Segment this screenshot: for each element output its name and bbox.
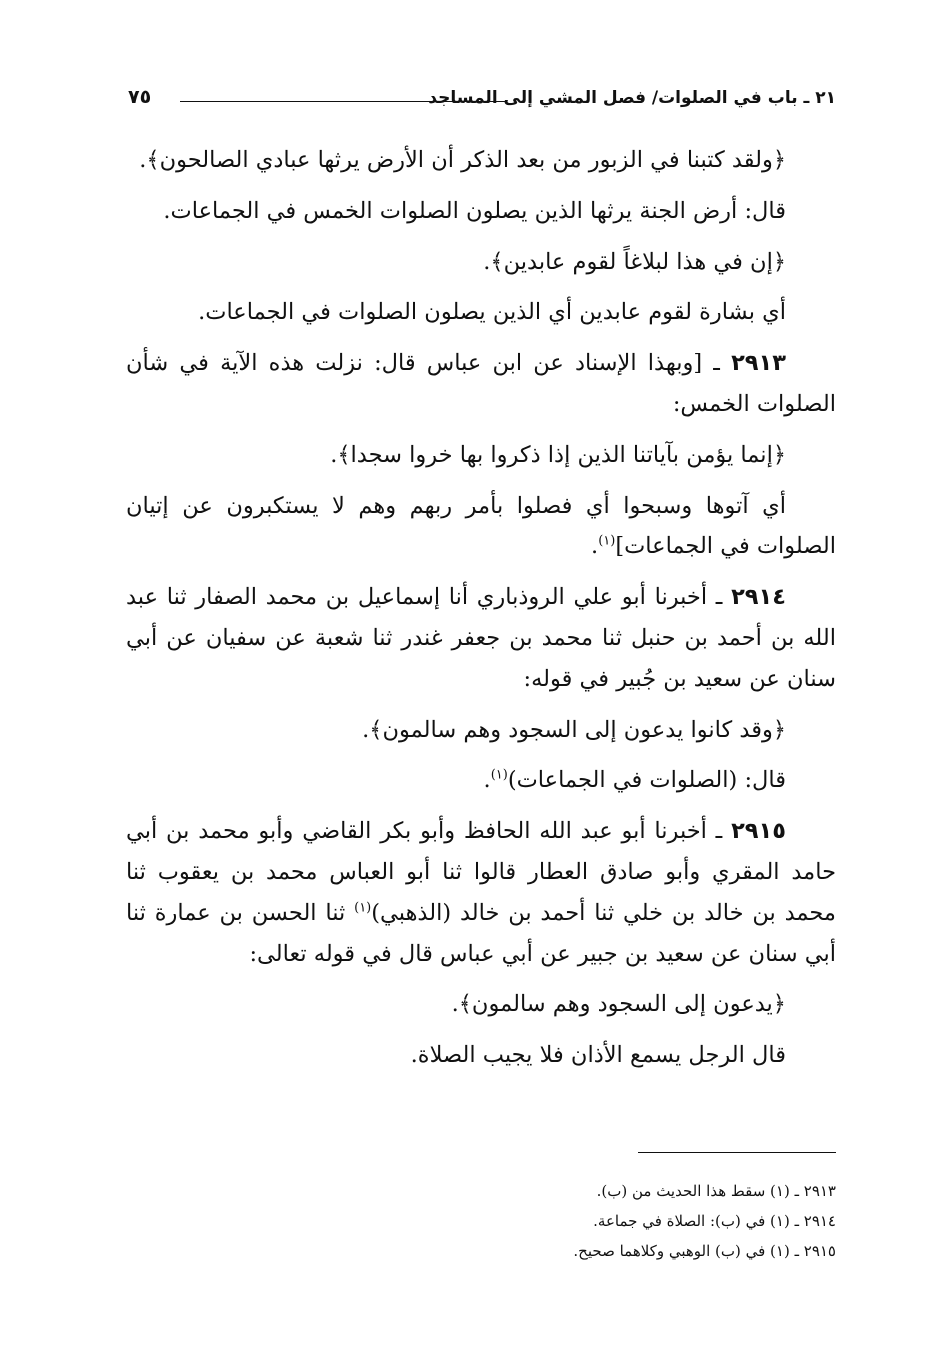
hadith-text-cont: ثنا الحسن بن عمارة ثنا أبي سنان عن سعيد بن جبير عن أبي عباس قال في قوله تعالى: xyxy=(126,899,836,967)
main-text xyxy=(126,140,836,1086)
paragraph-end: . xyxy=(483,767,491,794)
footnote-marker: (١) xyxy=(598,533,616,549)
hadith-text: ـ [وبهذا الإسناد عن ابن عباس قال: نزلت هذه الآية في شأن الصلوات الخمس: xyxy=(126,350,836,417)
quran-verse: ﴿يدعون إلى السجود وهم سالمون﴾. xyxy=(451,991,786,1018)
paragraph-text: أي آتوها وسبحوا أي فصلوا بأمر ربهم وهم لا يستكبرون عن إتيان الصلوات في الجماعات] xyxy=(126,492,836,560)
paragraph: أي بشارة لقوم عابدين أي الذين يصلون الصلوات في الجماعات. xyxy=(198,299,786,326)
hadith-number: ٢٩١٤ xyxy=(731,584,786,611)
paragraph-text: قال: (الصلوات في الجماعات) xyxy=(507,767,786,794)
paragraph: قال: أرض الجنة يرثها الذين يصلون الصلوات الخمس في الجماعات. xyxy=(163,197,786,224)
footnote: ٢٩١٥ ـ (١) في (ب) الوهبي وكلاهما صحيح. xyxy=(573,1242,836,1260)
quran-verse: ﴿إن في هذا لبلاغاً لقوم عابدين﴾. xyxy=(483,248,786,275)
hadith-2915 xyxy=(126,811,836,974)
footnote-marker: (١) xyxy=(490,767,508,783)
footnote-rule xyxy=(638,1152,836,1153)
footnote-marker: (١) xyxy=(354,900,372,916)
hadith-number: ٢٩١٥ xyxy=(731,818,786,845)
header-rule xyxy=(180,101,506,102)
hadith-2913 xyxy=(126,343,836,425)
hadith-number: ٢٩١٣ xyxy=(731,350,786,377)
paragraph-end: . xyxy=(591,533,599,560)
paragraph: قال الرجل يسمع الأذان فلا يجيب الصلاة. xyxy=(410,1042,786,1069)
chapter-title: ٢١ ـ باب في الصلوات/ فصل المشي إلى المساجد xyxy=(428,88,836,108)
quran-verse: ﴿ولقد كتبنا في الزبور من بعد الذكر أن الأرض يرثها عبادي الصالحون﴾. xyxy=(139,147,786,173)
footnotes xyxy=(300,1176,836,1266)
paragraph xyxy=(126,760,836,801)
footnote: ٢٩١٣ ـ (١) سقط هذا الحديث من (ب). xyxy=(596,1182,836,1200)
hadith-text: ـ أخبرنا أبو عبد الله الحافظ وأبو بكر القاضي وأبو محمد بن أبي حامد المقري وأبو صادق العطار قالوا ثنا أبو العباس محمد بن يعقوب ثنا محمد بن خالد بن خلي ثنا أحمد بن خالد (الذهبي) xyxy=(126,818,836,926)
hadith-text: ـ أخبرنا أبو علي الروذباري أنا إسماعيل بن محمد الصفار ثنا عبد الله بن أحمد بن حنبل ثنا محمد بن جعفر غندر ثنا شعبة عن سفيان عن أبي سنان عن سعيد بن جُبير في قوله: xyxy=(126,584,836,692)
footnote: ٢٩١٤ ـ (١) في (ب): الصلاة في جماعة. xyxy=(593,1212,836,1230)
quran-verse: ﴿وقد كانوا يدعون إلى السجود وهم سالمون﴾. xyxy=(362,716,786,743)
paragraph xyxy=(126,486,836,568)
running-header xyxy=(128,86,836,116)
hadith-2914 xyxy=(126,577,836,699)
quran-verse: ﴿إنما يؤمن بآياتنا الذين إذا ذكروا بها خروا سجدا﴾. xyxy=(330,441,786,468)
page-number: ٧٥ xyxy=(128,86,152,108)
